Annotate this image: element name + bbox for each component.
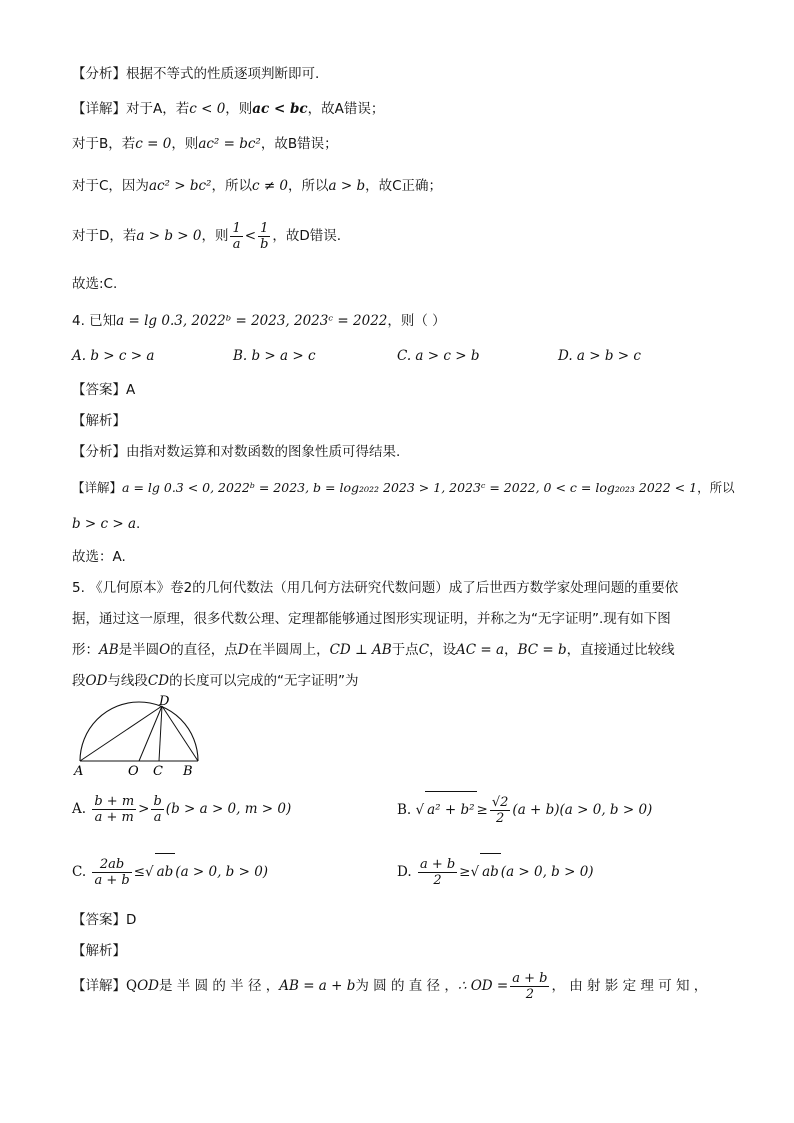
label-c: C bbox=[153, 764, 163, 779]
q4-answer: 【答案】A bbox=[72, 382, 136, 398]
question-5-line-3: 形：AB是半圆O的直径，点D在半圆周上，CD ⊥ AB于点C，设AC = a，BC = b，直接通过比较线 bbox=[72, 642, 675, 658]
question-4-stem: 4. 已知a = lg 0.3, 2022ᵇ = 2023, 2023ᶜ = 2022，则（ ） bbox=[72, 313, 446, 329]
q5-answer: 【答案】D bbox=[72, 912, 137, 928]
q4-detail-line-2: b > c > a. bbox=[72, 516, 141, 532]
detail-line-b: 对于B，若c = 0，则ac² = bc²，故B错误； bbox=[72, 136, 338, 152]
q5-option-d: D. $\frac{a + b}{2}$ ≥√ ab (a > 0, b > 0) bbox=[397, 853, 594, 890]
q5-option-c: C. $\frac{2ab}{a + b}$ ≤√ ab (a > 0, b > 0) bbox=[72, 853, 268, 890]
label-o: O bbox=[128, 764, 139, 779]
analysis-line: 【分析】根据不等式的性质逐项判断即可. bbox=[72, 66, 320, 82]
semicircle-figure bbox=[70, 695, 210, 780]
q4-option-d: D. a > b > c bbox=[558, 348, 641, 364]
detail-line-d: 对于D，若a > b > 0，则 $\frac{1}{a}$ < $\frac{1}{b}$ ，故D错误. bbox=[72, 220, 342, 252]
segment-ad bbox=[80, 706, 162, 761]
label-a: A bbox=[74, 764, 84, 779]
q4-option-c: C. a > c > b bbox=[397, 348, 480, 364]
question-5-line-4: 段OD与线段CD的长度可以完成的“无字证明”为 bbox=[72, 673, 359, 689]
fraction-1-over-b: $\frac{1}{b}$ bbox=[260, 220, 269, 252]
answer-choice-line: 故选:C. bbox=[72, 276, 118, 292]
q4-analysis: 【分析】由指对数运算和对数函数的图象性质可得结果. bbox=[72, 444, 401, 460]
segment-cd bbox=[159, 706, 162, 761]
segment-bd bbox=[162, 706, 198, 761]
q5-explanation-heading: 【解析】 bbox=[72, 943, 126, 959]
q4-detail-line-1: 【详解】a = lg 0.3 < 0, 2022ᵇ = 2023, b = log₂₀₂₂ 2023 > 1, 2023ᶜ = 2022, 0 < c = log₂₀₂₃ 2022 < 1，所以 bbox=[72, 480, 735, 495]
label-b: B bbox=[183, 764, 193, 779]
q5-option-b: B. √ a² + b² ≥ $\frac{√2}{2}$ (a + b)(a > 0, b > 0) bbox=[397, 791, 652, 828]
fraction-1-over-a: $\frac{1}{a}$ bbox=[232, 220, 241, 252]
q4-option-a: A. b > c > a bbox=[72, 348, 155, 364]
q5-option-a: A. $\frac{b + m}{a + m}$ > $\frac{b}{a}$ (b > a > 0, m > 0) bbox=[72, 793, 292, 825]
detail-line-c: 对于C，因为ac² > bc²，所以c ≠ 0，所以a > b，故C正确； bbox=[72, 178, 443, 194]
semicircle-arc bbox=[80, 702, 198, 761]
question-5-line-1: 5. 《几何原本》卷2的几何代数法（用几何方法研究代数问题）成了后世西方数学家处理问题的重要依 bbox=[72, 580, 679, 596]
q4-answer-choice: 故选：A. bbox=[72, 549, 126, 565]
q5-detail-line: 【详解】QOD是 半 圆 的 半 径 ，AB = a + b为 圆 的 直 径 ，∴ OD = $\frac{a + b}{2}$ ， 由 射 影 定 理 可 知 ， bbox=[72, 970, 708, 1002]
q4-explanation-heading: 【解析】 bbox=[72, 413, 126, 429]
q4-option-b: B. b > a > c bbox=[233, 348, 316, 364]
question-5-line-2: 据，通过这一原理，很多代数公理、定理都能够通过图形实现证明，并称之为“无字证明”.现有如下图 bbox=[72, 611, 671, 627]
detail-line-a: 【详解】对于A，若c < 0，则ac < bc，故A错误； bbox=[72, 101, 385, 117]
label-d: D bbox=[159, 695, 170, 709]
